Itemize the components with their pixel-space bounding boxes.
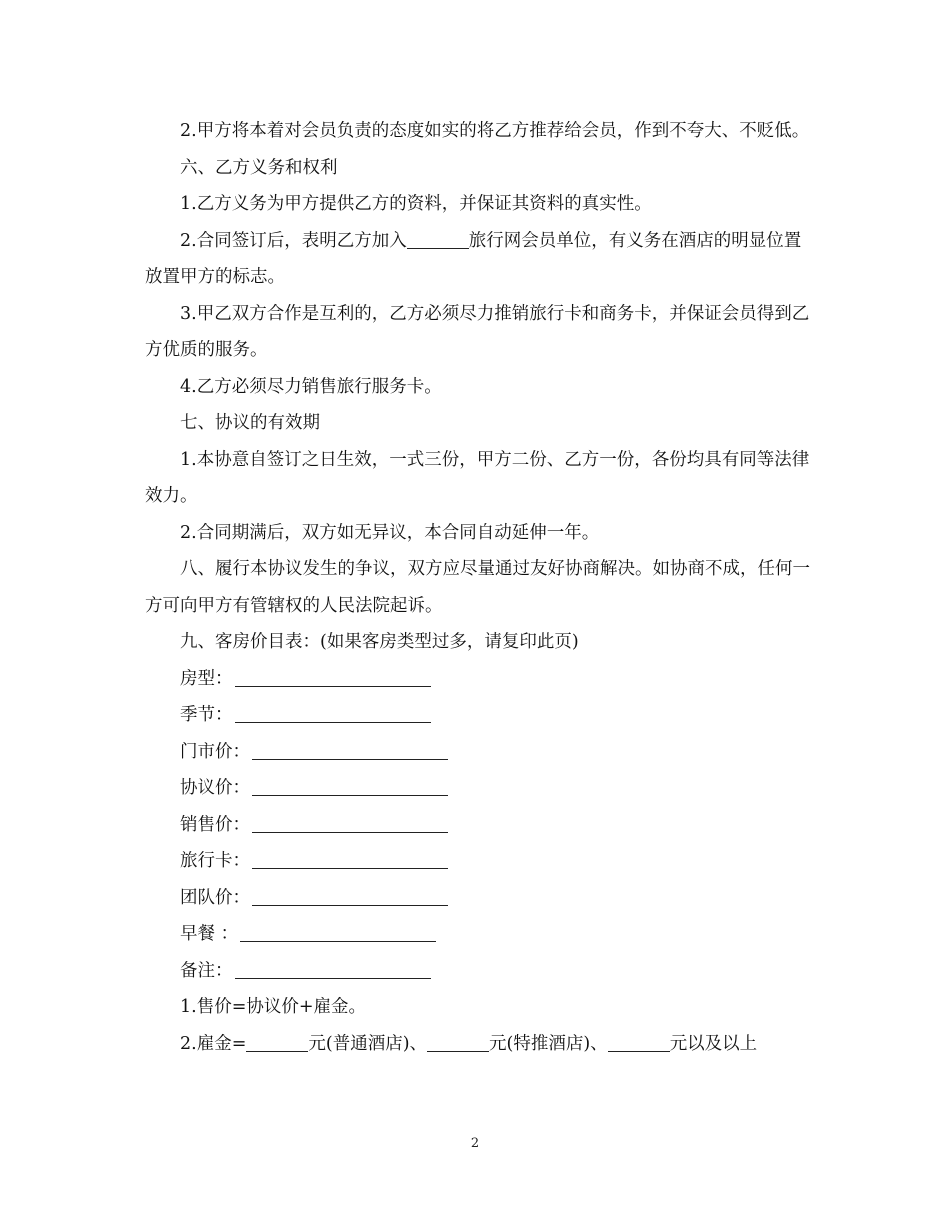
clause-paragraph: 2.合同期满后，双方如无异议，本合同自动延伸一年。 — [180, 522, 600, 543]
clause-paragraph: 1.乙方义务为甲方提供乙方的资料，并保证其资料的真实性。 — [180, 194, 652, 214]
field-label: 销售价： — [180, 814, 250, 835]
note-text: 元(普通酒店)、 — [308, 1033, 428, 1054]
section-heading-7: 七、协议的有效期 — [180, 413, 320, 433]
field-agreed-price — [145, 770, 810, 807]
note-text: 元(特推酒店)、 — [489, 1033, 608, 1054]
note-paragraph: 1.售价=协议价+雇金。 — [180, 997, 367, 1017]
field-season — [145, 697, 810, 734]
field-label: 团队价： — [180, 887, 250, 908]
field-label: 门市价： — [180, 741, 250, 762]
fill-in-blank — [407, 228, 469, 249]
field-sale-price — [145, 807, 810, 844]
fill-in-blank — [240, 921, 436, 942]
clause-text: 2.合同签订后，表明乙方加入 — [180, 230, 407, 251]
fill-in-blank — [252, 848, 448, 869]
field-label: 房型： — [180, 668, 233, 689]
section-heading-9: 九、客房价目表：(如果客房类型过多，请复印此页) — [180, 632, 579, 652]
fill-in-blank — [608, 1031, 670, 1052]
fill-in-blank — [235, 958, 431, 979]
clause-paragraph — [145, 223, 810, 296]
field-room-type — [145, 661, 810, 698]
fill-in-blank — [235, 702, 431, 723]
fill-in-blank — [235, 666, 431, 687]
field-label: 早餐 ： — [180, 924, 239, 944]
page-number: 2 — [470, 1136, 480, 1151]
note-text: 2.雇金= — [180, 1033, 247, 1054]
fill-in-blank — [246, 1031, 308, 1052]
clause-paragraph: 3.甲乙双方合作是互利的，乙方必须尽力推销旅行卡和商务卡，并保证会员得到乙方优质的服务。 — [145, 303, 810, 360]
field-rack-rate — [145, 734, 810, 771]
field-label: 季节： — [180, 705, 233, 725]
clause-paragraph: 1.本协意自签订之日生效，一式三份，甲方二份、乙方一份，各份均具有同等法律效力。 — [145, 449, 810, 506]
field-group-price — [145, 880, 810, 917]
fill-in-blank — [252, 812, 448, 833]
field-label: 旅行卡： — [180, 851, 250, 871]
field-label: 备注： — [180, 960, 233, 981]
field-label: 协议价： — [180, 778, 250, 798]
section-heading-8: 八、履行本协议发生的争议，双方应尽量通过友好协商解决。如协商不成，任何一方可向甲方有管辖权的人民法院起诉。 — [145, 559, 810, 616]
fill-in-blank — [252, 739, 448, 760]
note-paragraph — [145, 1026, 810, 1063]
field-breakfast — [145, 916, 810, 953]
fill-in-blank — [252, 885, 448, 906]
document-body — [145, 113, 810, 1062]
field-remarks — [145, 953, 810, 990]
clause-text: 旅行网会员单位，有义务在酒店的明显位置放置甲方的标志。 — [145, 230, 802, 287]
section-heading-6: 六、乙方义务和权利 — [180, 157, 338, 178]
clause-paragraph: 2.甲方将本着对会员负责的态度如实的将乙方推荐给会员，作到不夸大、不贬低。 — [180, 121, 810, 141]
field-travel-card — [145, 843, 810, 880]
clause-paragraph: 4.乙方必须尽力销售旅行服务卡。 — [180, 376, 442, 397]
fill-in-blank — [252, 775, 448, 796]
fill-in-blank — [427, 1031, 489, 1052]
note-text: 元以及以上 — [669, 1033, 758, 1054]
